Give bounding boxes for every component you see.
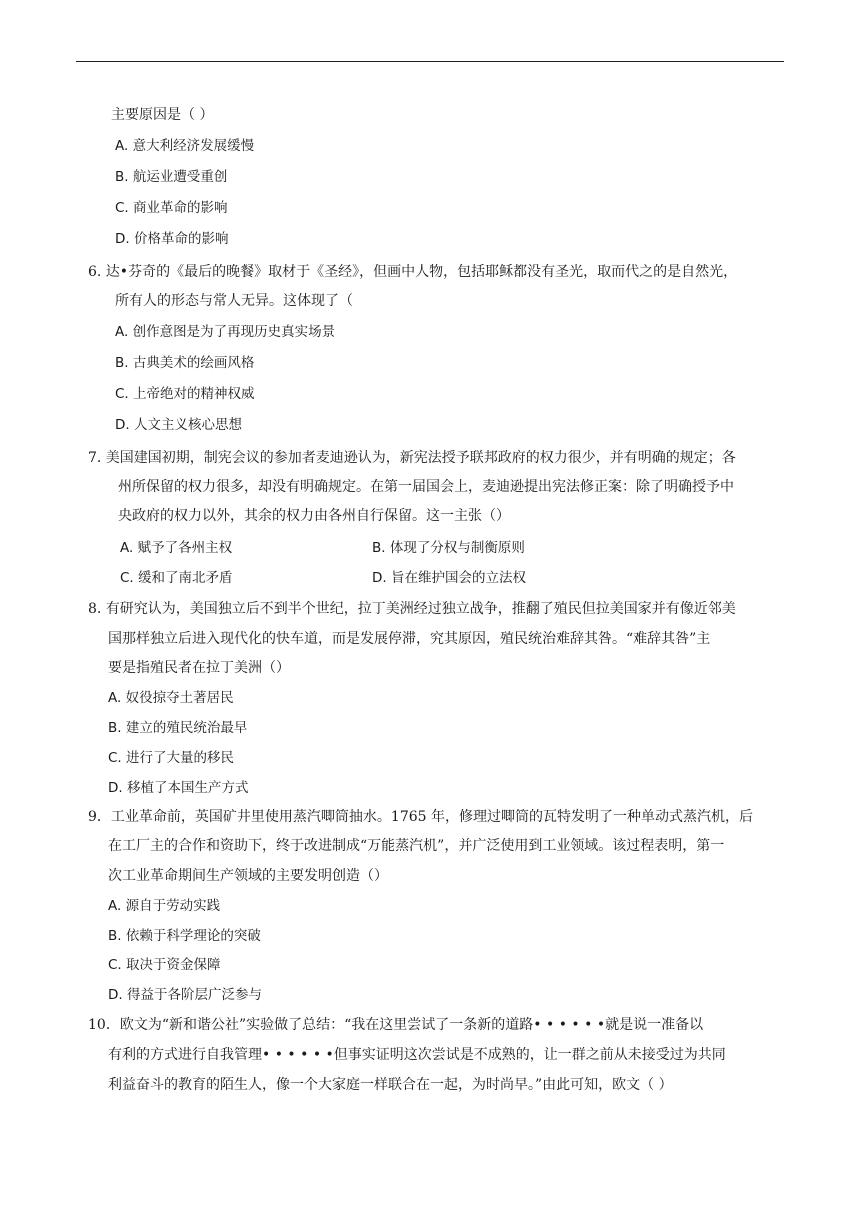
q8-stem-line-1: 8. 有研究认为，美国独立后不到半个世纪，拉丁美洲经过独立战争，推翻了殖民但拉美国家并有像近邻美 [88, 601, 736, 617]
q7-option-b: B. 体现了分权与制衡原则 [372, 540, 525, 556]
q6-stem-line-2: 所有人的形态与常人无异。这体现了（ [115, 293, 353, 309]
q7-stem-line-3: 央政府的权力以外，其余的权力由各州自行保留。这一主张（） [118, 508, 510, 524]
q9-stem-line-1: 9．工业革命前，英国矿井里使用蒸汽唧筒抽水。1765 年，修理过唧筒的瓦特发明了一种单动式蒸汽机，后 [88, 809, 753, 825]
q6-option-a: A. 创作意图是为了再现历史真实场景 [115, 324, 336, 340]
q9-option-a: A. 源自于劳动实践 [108, 898, 221, 914]
q9-stem-line-3: 次工业革命期间生产领域的主要发明创造（） [108, 868, 388, 884]
q5-option-d: D. 价格革命的影响 [115, 231, 229, 247]
q10-stem-line-2: 有利的方式进行自我管理• • • • • •但事实证明这次尝试是不成熟的，让一群之前从未接受过为共同 [108, 1047, 726, 1063]
q7-option-d: D. 旨在维护国会的立法权 [372, 570, 526, 586]
q9-option-b: B. 依赖于科学理论的突破 [108, 928, 261, 944]
q9-option-d: D. 得益于各阶层广泛参与 [108, 987, 262, 1003]
q5-option-c: C. 商业革命的影响 [115, 200, 228, 216]
q8-option-a: A. 奴役掠夺土著居民 [108, 690, 234, 706]
q8-option-d: D. 移植了本国生产方式 [108, 780, 249, 796]
q7-stem-line-2: 州所保留的权力很多，却没有明确规定。在第一届国会上，麦迪逊提出宪法修正案：除了明确授予中 [118, 479, 734, 495]
q10-stem-line-3: 利益奋斗的教育的陌生人，像一个大家庭一样联合在一起，为时尚早。”由此可知，欧文（ ） [108, 1077, 673, 1093]
q10-stem-line-1: 10．欧文为“新和谐公社”实验做了总结：“我在这里尝试了一条新的道路• • • • • •就是说一准备以 [88, 1017, 704, 1033]
q6-option-d: D. 人文主义核心思想 [115, 417, 242, 433]
q6-option-c: C. 上帝绝对的精神权威 [115, 386, 255, 402]
q8-stem-line-2: 国那样独立后进入现代化的快车道，而是发展停滞，究其原因，殖民统治难辞其咎。“难辞其咎”主 [108, 631, 711, 647]
q7-option-a: A. 赋予了各州主权 [120, 540, 233, 556]
q8-option-c: C. 进行了大量的移民 [108, 750, 235, 766]
q9-option-c: C. 取决于资金保障 [108, 957, 221, 973]
q8-option-b: B. 建立的殖民统治最早 [108, 720, 248, 736]
q7-stem-line-1: 7. 美国建国初期，制宪会议的参加者麦迪逊认为，新宪法授予联邦政府的权力很少，并有明确的规定；各 [88, 450, 736, 466]
q6-stem-line-1: 6. 达•芬奇的《最后的晚餐》取材于《圣经》，但画中人物，包括耶稣都没有圣光，取而代之的是自然光， [88, 264, 738, 280]
q6-option-b: B. 古典美术的绘画风格 [115, 355, 255, 371]
q5-option-b: B. 航运业遭受重创 [115, 169, 228, 185]
header-rule [76, 61, 784, 62]
q9-stem-line-2: 在工厂主的合作和资助下，终于改进制成“万能蒸汽机”，并广泛使用到工业领域。该过程表明，第一 [108, 838, 725, 854]
q8-stem-line-3: 要是指殖民者在拉丁美洲（） [108, 660, 290, 676]
q5-option-a: A. 意大利经济发展缓慢 [115, 138, 255, 154]
q7-option-c: C. 缓和了南北矛盾 [120, 570, 233, 586]
q5-stem: 主要原因是（ ） [111, 107, 214, 123]
